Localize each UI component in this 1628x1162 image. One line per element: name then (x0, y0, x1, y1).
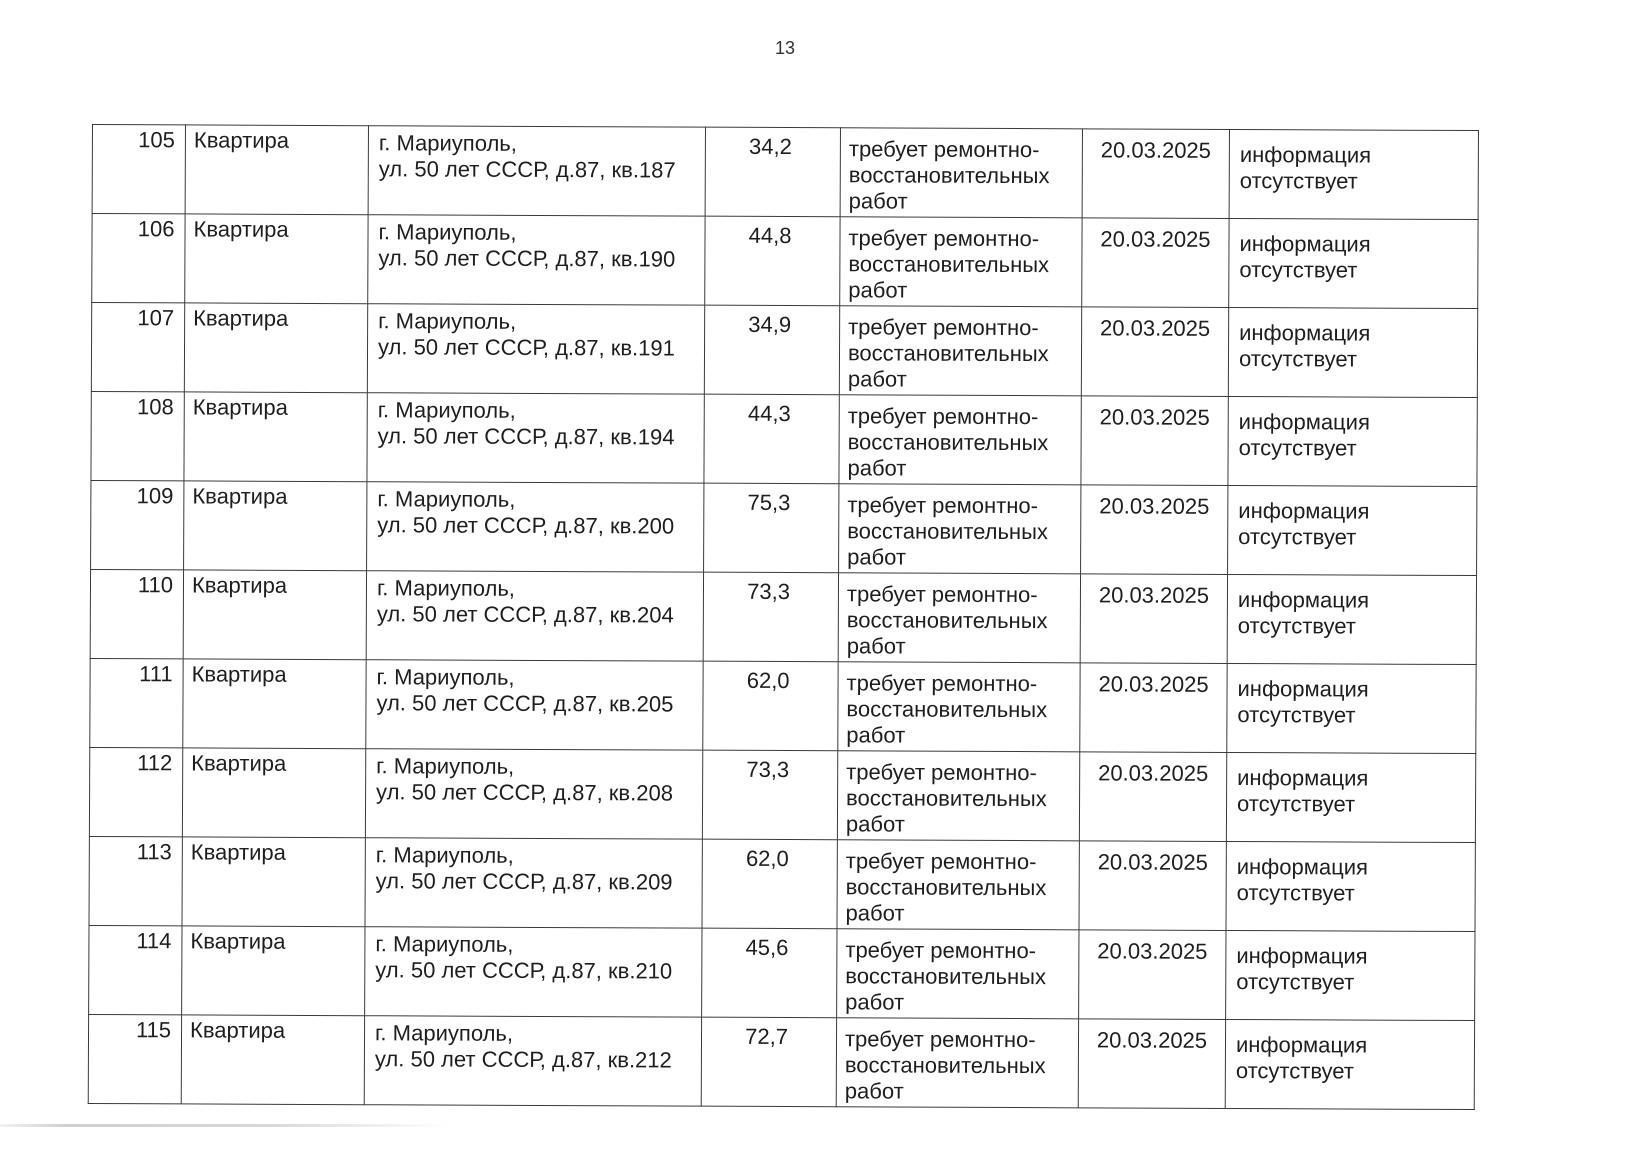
address-street: ул. 50 лет СССР, д.87, кв.194 (377, 423, 675, 450)
inspection-date: 20.03.2025 (1081, 307, 1228, 397)
property-area: 75,3 (704, 483, 839, 573)
property-address (367, 393, 704, 483)
owner-info: информация отсутствует (1228, 307, 1477, 397)
property-type: Квартира (184, 303, 367, 393)
inspection-date: 20.03.2025 (1079, 930, 1226, 1020)
owner-info: информация отсутствует (1227, 574, 1476, 664)
owner-info: информация отсутствует (1226, 841, 1475, 931)
row-number: 109 (91, 480, 184, 569)
owner-info: информация отсутствует (1226, 752, 1475, 842)
table-row (89, 836, 1475, 931)
row-number: 108 (91, 391, 184, 480)
property-address (367, 304, 704, 394)
owner-info: информация отсутствует (1227, 663, 1476, 753)
owner-info: информация отсутствует (1225, 1019, 1474, 1109)
inspection-date: 20.03.2025 (1078, 1019, 1225, 1109)
address-street: ул. 50 лет СССР, д.87, кв.200 (377, 512, 675, 539)
row-number: 110 (90, 569, 183, 658)
property-area: 44,8 (705, 216, 840, 306)
property-type: Квартира (182, 837, 365, 927)
property-area: 34,9 (704, 305, 839, 395)
property-type: Квартира (183, 570, 366, 660)
property-type: Квартира (183, 659, 366, 749)
address-city: г. Мариуполь, (375, 842, 514, 868)
property-type: Квартира (184, 481, 367, 571)
row-number: 106 (92, 214, 185, 303)
table-row (90, 658, 1476, 753)
property-area: 62,0 (703, 661, 838, 751)
property-type: Квартира (182, 748, 365, 838)
table-row (88, 1014, 1474, 1109)
table-row (89, 747, 1475, 842)
address-street: ул. 50 лет СССР, д.87, кв.212 (374, 1046, 672, 1073)
row-number: 107 (91, 303, 184, 392)
inspection-date: 20.03.2025 (1079, 841, 1226, 931)
property-address (368, 126, 705, 216)
property-type: Квартира (185, 125, 368, 215)
address-city: г. Мариуполь, (378, 219, 517, 245)
row-number: 115 (88, 1014, 181, 1103)
property-address (365, 927, 702, 1017)
owner-info: информация отсутствует (1228, 485, 1477, 575)
property-condition: требует ремонтно- восстановительных работ (837, 929, 1079, 1019)
property-table (88, 124, 1479, 1110)
property-address (364, 1016, 701, 1106)
address-street: ул. 50 лет СССР, д.87, кв.209 (375, 868, 673, 895)
address-street: ул. 50 лет СССР, д.87, кв.208 (376, 779, 674, 806)
property-type: Квартира (185, 214, 368, 304)
property-address (367, 482, 704, 572)
property-condition: требует ремонтно- восстановительных работ (839, 484, 1081, 574)
property-type: Квартира (181, 1015, 364, 1105)
inspection-date: 20.03.2025 (1082, 218, 1229, 308)
property-condition: требует ремонтно- восстановительных работ (837, 751, 1079, 841)
property-condition: требует ремонтно- восстановительных работ (840, 128, 1082, 218)
inspection-date: 20.03.2025 (1081, 396, 1228, 486)
address-city: г. Мариуполь, (374, 1020, 514, 1046)
address-city: г. Мариуполь, (378, 308, 517, 334)
property-type: Квартира (182, 926, 365, 1016)
inspection-date: 20.03.2025 (1080, 663, 1227, 753)
table-row (89, 925, 1475, 1020)
property-type: Квартира (184, 392, 367, 482)
property-condition: требует ремонтно- восстановительных работ (838, 573, 1080, 663)
inspection-date: 20.03.2025 (1079, 752, 1226, 842)
address-street: ул. 50 лет СССР, д.87, кв.210 (375, 957, 673, 984)
table-body (88, 125, 1478, 1110)
property-condition: требует ремонтно- восстановительных работ (839, 395, 1081, 485)
property-condition: требует ремонтно- восстановительных работ (840, 217, 1082, 307)
row-number: 112 (89, 747, 182, 836)
address-street: ул. 50 лет СССР, д.87, кв.187 (378, 156, 676, 183)
table-row (92, 125, 1478, 220)
table-row (91, 391, 1477, 486)
table-row (90, 569, 1476, 664)
table-row (91, 303, 1477, 398)
property-address (366, 571, 703, 661)
property-condition: требует ремонтно- восстановительных работ (836, 1018, 1078, 1108)
inspection-date: 20.03.2025 (1082, 129, 1229, 219)
property-address (366, 660, 703, 750)
property-area: 45,6 (702, 928, 837, 1018)
property-condition: требует ремонтно- восстановительных работ (838, 662, 1080, 752)
scan-artifact (0, 1124, 450, 1127)
property-area: 73,3 (702, 750, 837, 840)
address-city: г. Мариуполь, (377, 397, 516, 423)
property-area: 73,3 (703, 572, 838, 662)
table-row (92, 214, 1478, 309)
table-row (91, 480, 1477, 575)
address-city: г. Мариуполь, (376, 575, 516, 601)
owner-info: информация отсутствует (1228, 396, 1477, 486)
address-city: г. Мариуполь, (377, 486, 516, 512)
owner-info: информация отсутствует (1229, 218, 1478, 308)
inspection-date: 20.03.2025 (1081, 485, 1228, 575)
inspection-date: 20.03.2025 (1080, 574, 1227, 664)
property-condition: требует ремонтно- восстановительных работ (837, 840, 1079, 930)
address-street: ул. 50 лет СССР, д.87, кв.190 (378, 245, 676, 272)
address-street: ул. 50 лет СССР, д.87, кв.191 (377, 334, 675, 361)
owner-info: информация отсутствует (1226, 930, 1475, 1020)
page-number: 13 (774, 38, 796, 58)
address-street: ул. 50 лет СССР, д.87, кв.204 (376, 601, 674, 628)
property-area: 62,0 (702, 839, 837, 929)
property-address (365, 749, 702, 839)
row-number: 105 (92, 125, 185, 214)
address-street: ул. 50 лет СССР, д.87, кв.205 (376, 690, 674, 717)
property-address (365, 838, 702, 928)
property-address (368, 215, 705, 305)
row-number: 111 (90, 658, 183, 747)
property-area: 72,7 (701, 1017, 836, 1107)
row-number: 113 (89, 836, 182, 925)
address-city: г. Мариуполь, (378, 130, 517, 156)
address-city: г. Мариуполь, (376, 664, 515, 690)
address-city: г. Мариуполь, (375, 931, 514, 957)
property-area: 44,3 (704, 394, 839, 484)
address-city: г. Мариуполь, (376, 753, 515, 779)
owner-info: информация отсутствует (1229, 129, 1478, 219)
row-number: 114 (89, 925, 182, 1014)
property-condition: требует ремонтно- восстановительных работ (839, 306, 1081, 396)
property-area: 34,2 (705, 127, 840, 217)
